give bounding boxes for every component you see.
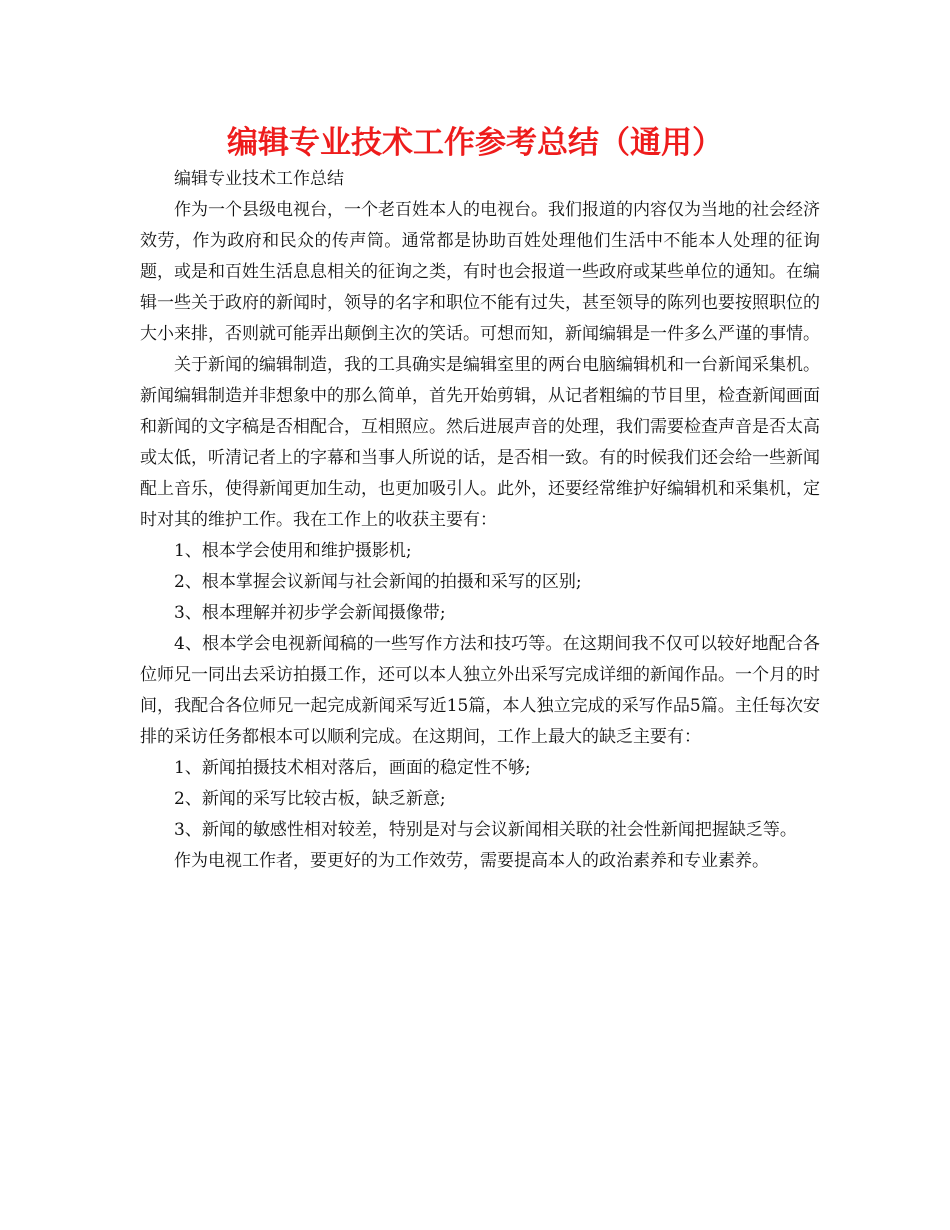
list-item: 4、根本学会电视新闻稿的一些写作方法和技巧等。在这期间我不仅可以较好地配合各位师兄一同出去采访拍摄工作，还可以本人独立外出采写完成详细的新闻作品。一个月的时间，我配合各位师兄一起完成新闻采写近15篇，本人独立完成的采写作品5篇。主任每次安排的采访任务都根本可以顺利完成。在这期间，工作上最大的缺乏主要有： (140, 634, 820, 747)
body-paragraph: 作为一个县级电视台，一个老百姓本人的电视台。我们报道的内容仅为当地的社会经济效劳，作为政府和民众的传声筒。通常都是协助百姓处理他们生活中不能本人处理的征询题，或是和百姓生活息息相关的征询之类，有时也会报道一些政府或某些单位的通知。在编辑一些关于政府的新闻时，领导的名字和职位不能有过失，甚至领导的陈列也要按照职位的大小来排，否则就可能弄出颠倒主次的笑话。可想而知，新闻编辑是一件多么严谨的事情。 (140, 200, 820, 344)
subtitle-paragraph: 编辑专业技术工作总结 (174, 169, 344, 189)
list-item: 2、新闻的采写比较古板，缺乏新意; (174, 789, 446, 809)
list-item: 3、根本理解并初步学会新闻摄像带; (174, 603, 446, 623)
document-title: 编辑专业技术工作参考总结（通用） (227, 125, 723, 161)
list-item: 3、新闻的敏感性相对较差，特别是对与会议新闻相关联的社会性新闻把握缺乏等。 (174, 820, 797, 840)
body-paragraph: 关于新闻的编辑制造，我的工具确实是编辑室里的两台电脑编辑机和一台新闻采集机。新闻编辑制造并非想象中的那么简单，首先开始剪辑，从记者粗编的节目里，检查新闻画面和新闻的文字稿是否相配合，互相照应。然后进展声音的处理，我们需要检查声音是否太高或太低，听清记者上的字幕和当事人所说的话，是否相一致。有的时候我们还会给一些新闻配上音乐，使得新闻更加生动，也更加吸引人。此外，还要经常维护好编辑机和采集机，定时对其的维护工作。我在工作上的收获主要有： (140, 355, 820, 530)
list-item: 1、新闻拍摄技术相对落后，画面的稳定性不够; (174, 758, 531, 778)
list-item: 1、根本学会使用和维护摄影机; (174, 541, 412, 561)
document-body (140, 164, 820, 877)
list-item: 2、根本掌握会议新闻与社会新闻的拍摄和采写的区别; (174, 572, 582, 592)
body-paragraph: 作为电视工作者，要更好的为工作效劳，需要提高本人的政治素养和专业素养。 (174, 851, 769, 871)
